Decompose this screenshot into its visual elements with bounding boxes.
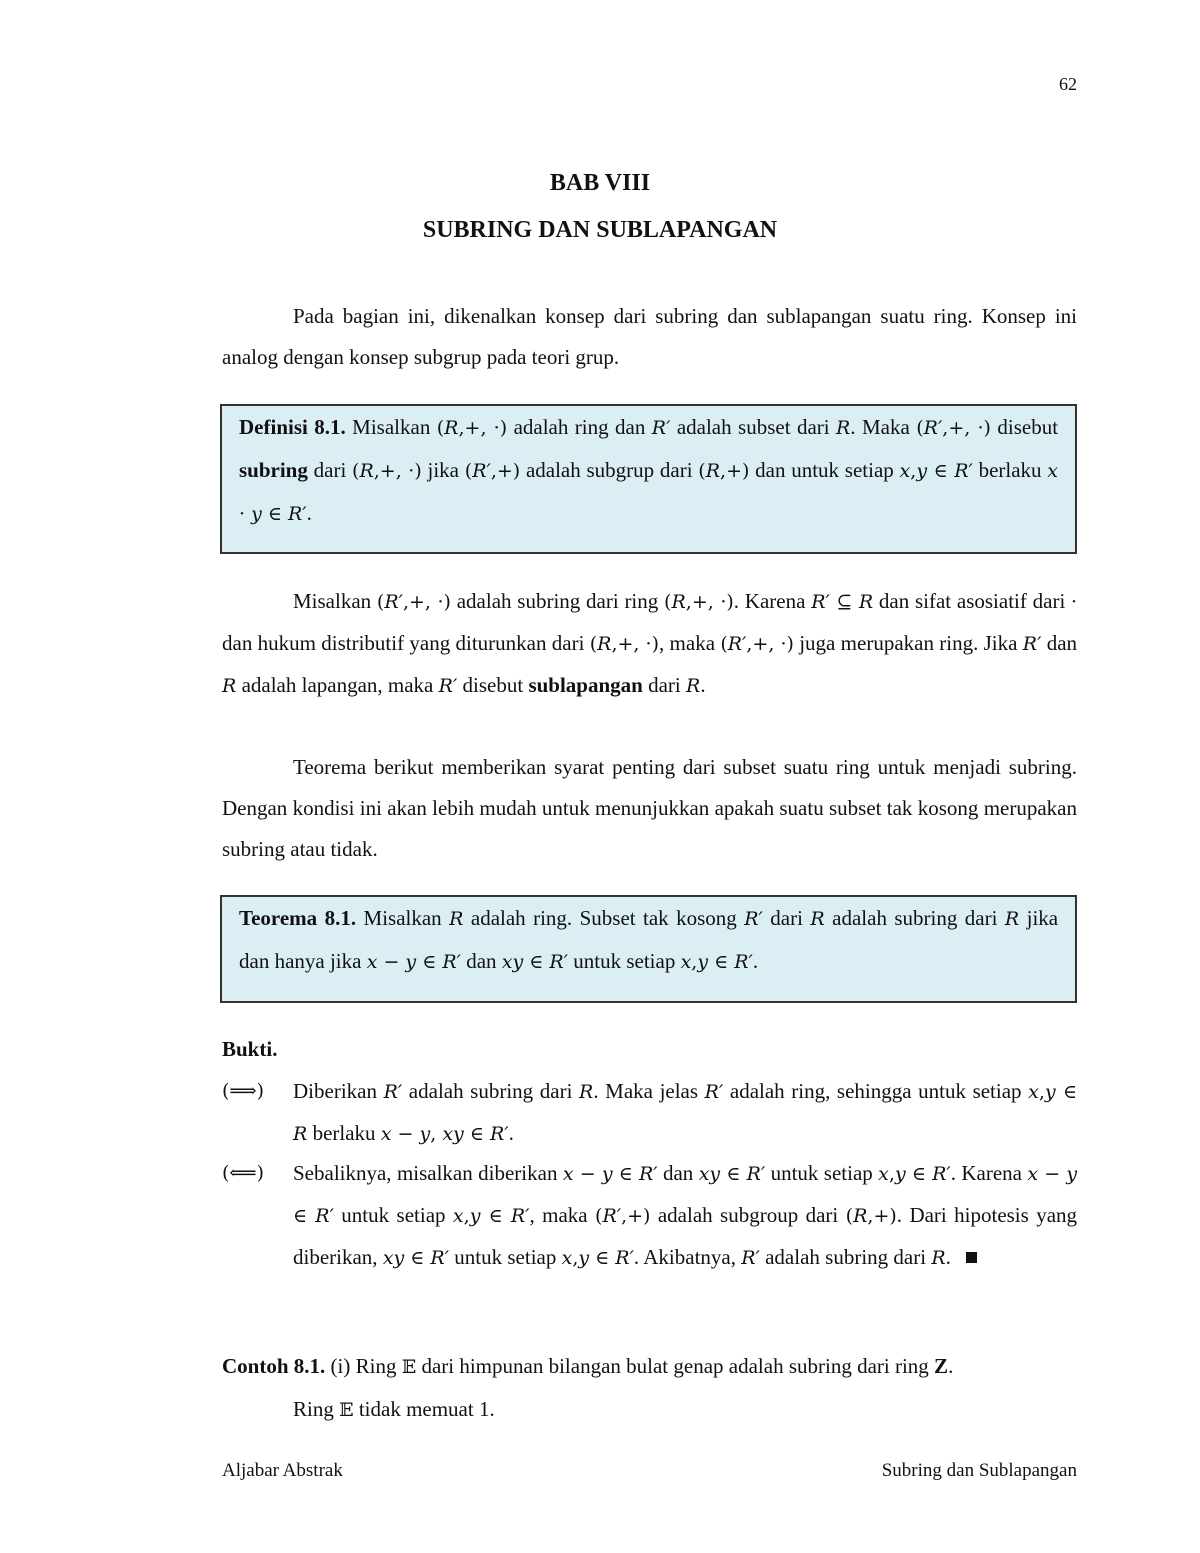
qed-square-icon [966,1252,977,1263]
definition-label: Definisi 8.1. [239,415,346,439]
theorem-label: Teorema 8.1. [239,906,357,930]
proof-label: Bukti. [222,1037,278,1061]
sublapangan-term: sublapangan [528,673,643,697]
page-number: 62 [1059,74,1077,94]
definition-term: subring [239,458,308,482]
paragraph-sublapangan: Misalkan (R′,+, ·) adalah subring dari ring (R,+, ·). Karena R′ ⊆ R dan sifat asosiatif dari · dan hukum distributif yang diturunkan dari (R,+, ·), maka (R′,+, ·) juga merupakan ring. Jika R′ dan R adalah lapangan, maka R′ disebut sublapangan dari R. [222,589,1078,697]
proof-backward: (⟸) Sebaliknya, misalkan diberikan x − y ∈ R′ dan xy ∈ R′ untuk setiap x,y ∈ R′. Karena x − y ∈ R′ untuk setiap x,y ∈ R′, maka (R′,+) adalah subgroup dari (R,+). Dari hipotesis yang diberikan, xy ∈ R′ untuk setiap x,y ∈ R′. Akibatnya, R′ adalah subring dari R. [222,1153,1077,1279]
integers-symbol: Z [934,1354,949,1378]
example-block: Contoh 8.1. (i) Ring 𝔼 dari himpunan bilangan bulat genap adalah subring dari ring Z. Ring 𝔼 tidak memuat 1. [222,1354,954,1421]
definition-box: Definisi 8.1. Misalkan (R,+, ·) adalah ring dan R′ adalah subset dari R. Maka (R′,+, ·) disebut subring dari (R,+, ·) jika (R′,+) adalah subgrup dari (R,+) dan untuk setiap x,y ∈ R′ berlaku x · y ∈ R′. [220,404,1077,554]
theorem-box: Teorema 8.1. Misalkan R adalah ring. Subset tak kosong R′ dari R adalah subring dari R jika dan hanya jika x − y ∈ R′ dan xy ∈ R′ untuk setiap x,y ∈ R′. [220,895,1077,1003]
intro-paragraph: Pada bagian ini, dikenalkan konsep dari subring dan sublapangan suatu ring. Konsep ini analog dengan konsep subgrup pada teori grup. [222,304,1077,369]
backward-arrow-mark: (⟸) [222,1162,265,1184]
example-label: Contoh 8.1. [222,1354,326,1378]
footer-book-title: Aljabar Abstrak [222,1460,343,1481]
paragraph-teorema-intro: Teorema berikut memberikan syarat penting dari subset suatu ring untuk menjadi subring. Dengan kondisi ini akan lebih mudah untuk menunjukkan apakah suatu subset tak kosong merupakan subring atau tidak. [222,755,1077,861]
chapter-number: BAB VIII [549,170,651,196]
even-integers-symbol-2: 𝔼 [339,1399,354,1421]
footer-chapter-title: Subring dan Sublapangan [881,1460,1077,1481]
chapter-title: SUBRING DAN SUBLAPANGAN [422,217,778,243]
proof-forward: (⟹) Diberikan R′ adalah subring dari R. Maka jelas R′ adalah ring, sehingga untuk setiap x,y ∈ R berlaku x − y, xy ∈ R′. [222,1071,1077,1155]
even-integers-symbol: 𝔼 [401,1356,417,1378]
forward-arrow-mark: (⟹) [222,1080,265,1102]
